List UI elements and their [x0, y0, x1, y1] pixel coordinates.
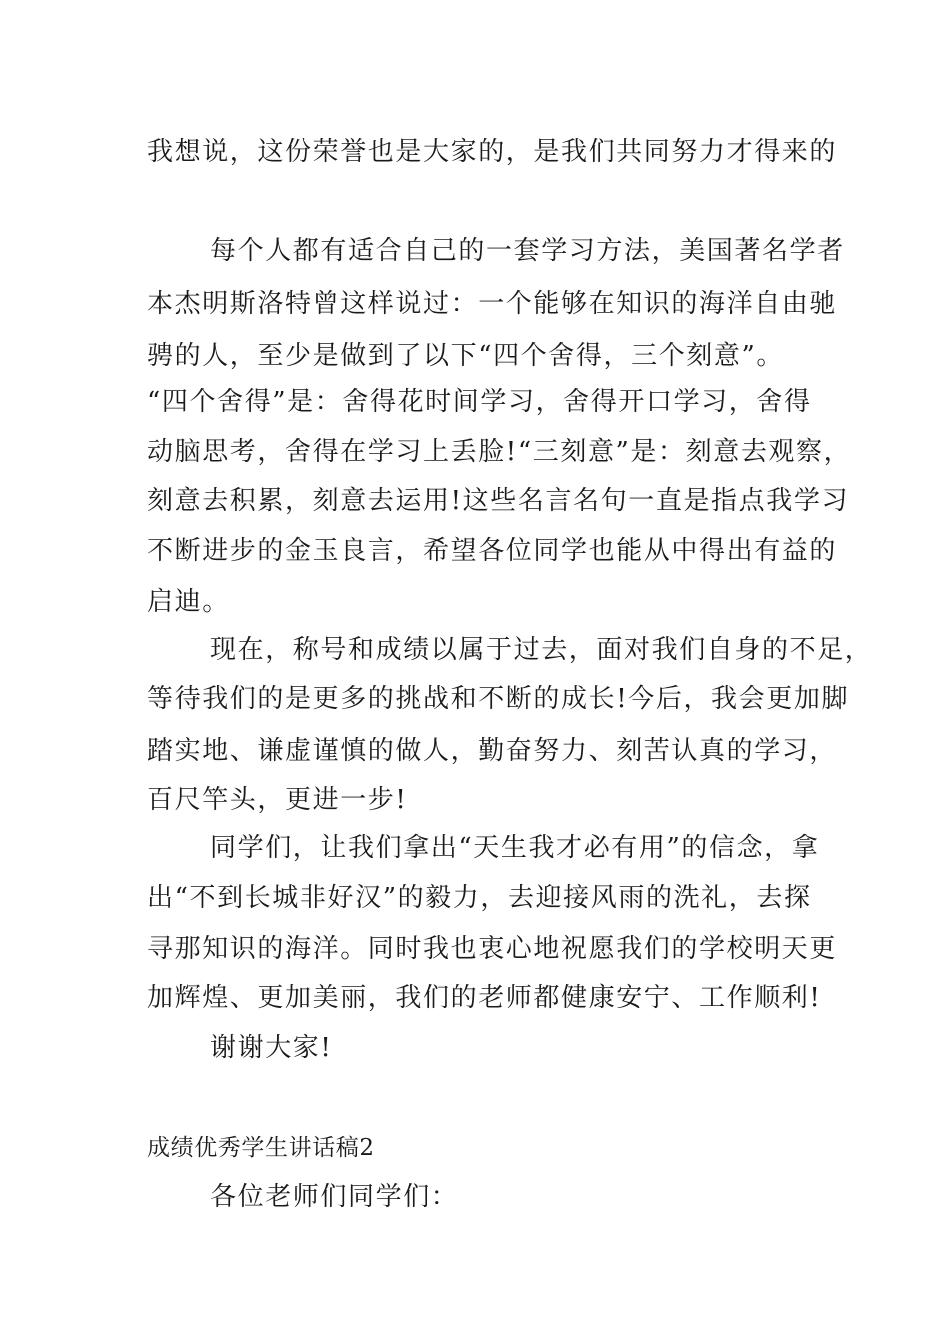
paragraph-3-line-3: 寻那知识的海洋。同时我也衷心地祝愿我们的学校明天更 — [147, 934, 838, 964]
paragraph-1-line-4: “四个舍得”是：舍得花时间学习，舍得开口学习，舍得 — [147, 387, 812, 417]
paragraph-2-line-3: 踏实地、谦虚谨慎的做人，勤奋努力、刻苦认真的学习， — [147, 736, 838, 766]
paragraph-3-line-4: 加辉煌、更加美丽，我们的老师都健康安宁、工作顺利! — [147, 983, 822, 1013]
paragraph-1-line-6: 刻意去积累，刻意去运用!这些名言名句一直是指点我学习 — [147, 486, 850, 516]
paragraph-1-line-5: 动脑思考，舍得在学习上丢脸!“三刻意”是：刻意去观察， — [147, 437, 852, 467]
paragraph-1-line-3: 骋的人，至少是做到了以下“四个舍得，三个刻意”。 — [147, 341, 784, 371]
top-line: 我想说，这份荣誉也是大家的，是我们共同努力才得来的 — [147, 137, 838, 167]
paragraph-3-line-1: 同学们，让我们拿出“天生我才必有用”的信念，拿 — [210, 833, 820, 863]
closing-line: 谢谢大家! — [210, 1033, 333, 1063]
paragraph-3-line-2: 出“不到长城非好汉”的毅力，去迎接风雨的洗礼，去探 — [147, 883, 812, 913]
paragraph-1-line-7: 不断进步的金玉良言，希望各位同学也能从中得出有益的 — [147, 536, 838, 566]
paragraph-1-line-1: 每个人都有适合自己的一套学习方法，美国著名学者 — [210, 236, 845, 266]
section-title: 成绩优秀学生讲话稿2 — [147, 1135, 375, 1161]
greeting-line: 各位老师们同学们： — [210, 1182, 459, 1212]
paragraph-1-line-8: 启迪。 — [147, 587, 230, 617]
paragraph-2-line-4: 百尺竿头，更进一步! — [147, 785, 408, 815]
paragraph-2-line-2: 等待我们的是更多的挑战和不断的成长!今后，我会更加脚 — [147, 684, 850, 714]
paragraph-2-line-1: 现在，称号和成绩以属于过去，面对我们自身的不足， — [210, 635, 873, 665]
paragraph-1-line-2: 本杰明斯洛特曾这样说过：一个能够在知识的海洋自由驰 — [147, 289, 838, 319]
